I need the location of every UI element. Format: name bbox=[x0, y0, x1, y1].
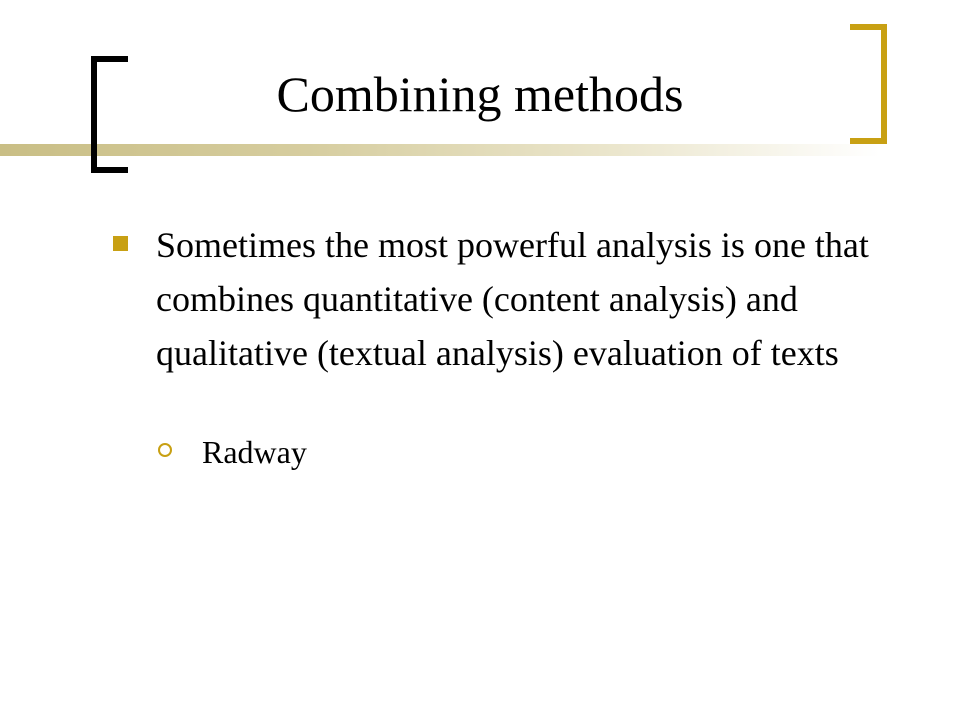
circle-bullet-icon bbox=[158, 443, 172, 457]
square-bullet-icon bbox=[113, 236, 128, 251]
right-bracket-bottom bbox=[850, 138, 887, 144]
right-bracket-top bbox=[850, 24, 887, 30]
sub-bullet-text: Radway bbox=[202, 434, 307, 470]
bullet-text: Sometimes the most powerful analysis is one that combines quantitative (content analysis) and qualitative (textual analysis) evaluation of texts bbox=[156, 225, 869, 373]
left-bracket-bottom bbox=[91, 167, 128, 173]
slide-title: Combining methods bbox=[276, 66, 684, 122]
title-underline-rule bbox=[0, 144, 880, 156]
